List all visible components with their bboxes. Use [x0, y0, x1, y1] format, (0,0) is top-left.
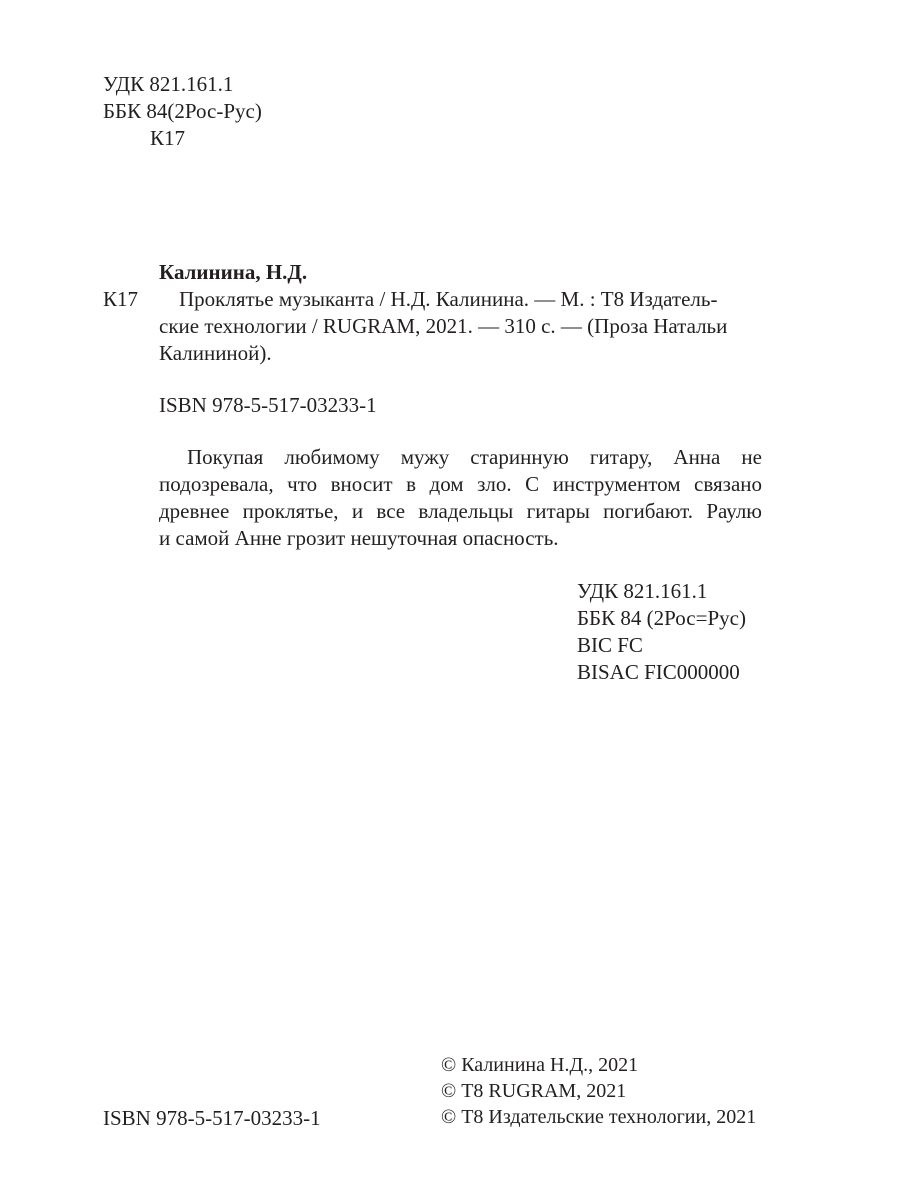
annotation-line-1: Покупая любимому мужу старинную гитару, Анна не — [187, 445, 762, 469]
entry-left-code: К17 — [103, 287, 139, 311]
classification-block — [577, 578, 746, 686]
entry-description-line-2: ские технологии / RUGRAM, 2021. — 310 с. — (Проза Натальи — [159, 314, 728, 338]
entry-author: Калинина, Н.Д. — [159, 260, 308, 284]
top-udk: УДК 821.161.1 — [103, 72, 234, 96]
entry-isbn: ISBN 978-5-517-03233-1 — [159, 393, 377, 417]
classification-udk: УДК 821.161.1 — [577, 579, 708, 603]
copyright-line-2: © Т8 RUGRAM, 2021 — [441, 1080, 627, 1102]
footer-isbn: ISBN 978-5-517-03233-1 — [103, 1106, 321, 1130]
annotation-line-4: и самой Анне грозит нешуточная опасность. — [159, 526, 559, 550]
entry-description-line-1: Проклятье музыканта / Н.Д. Калинина. — М. : Т8 Издатель- — [179, 287, 718, 311]
classification-bisac: BISAC FIC000000 — [577, 660, 740, 684]
classification-bic: BIC FC — [577, 633, 643, 657]
copyright-block — [441, 1052, 756, 1130]
annotation — [159, 444, 762, 552]
copyright-line-3: © Т8 Издательские технологии, 2021 — [441, 1106, 757, 1128]
entry-description-line-3: Калининой). — [159, 341, 272, 365]
annotation-line-3: древнее проклятье, и все владельцы гитары погибают. Раулю — [159, 499, 762, 523]
classification-bbk: ББК 84 (2Рос=Рус) — [577, 606, 746, 630]
annotation-line-2: подозревала, что вносит в дом зло. С инструментом связано — [159, 472, 762, 496]
top-author-code: К17 — [150, 126, 186, 150]
copyright-line-1: © Калинина Н.Д., 2021 — [441, 1054, 639, 1076]
top-bbk: ББК 84(2Рос-Рус) — [103, 99, 262, 123]
